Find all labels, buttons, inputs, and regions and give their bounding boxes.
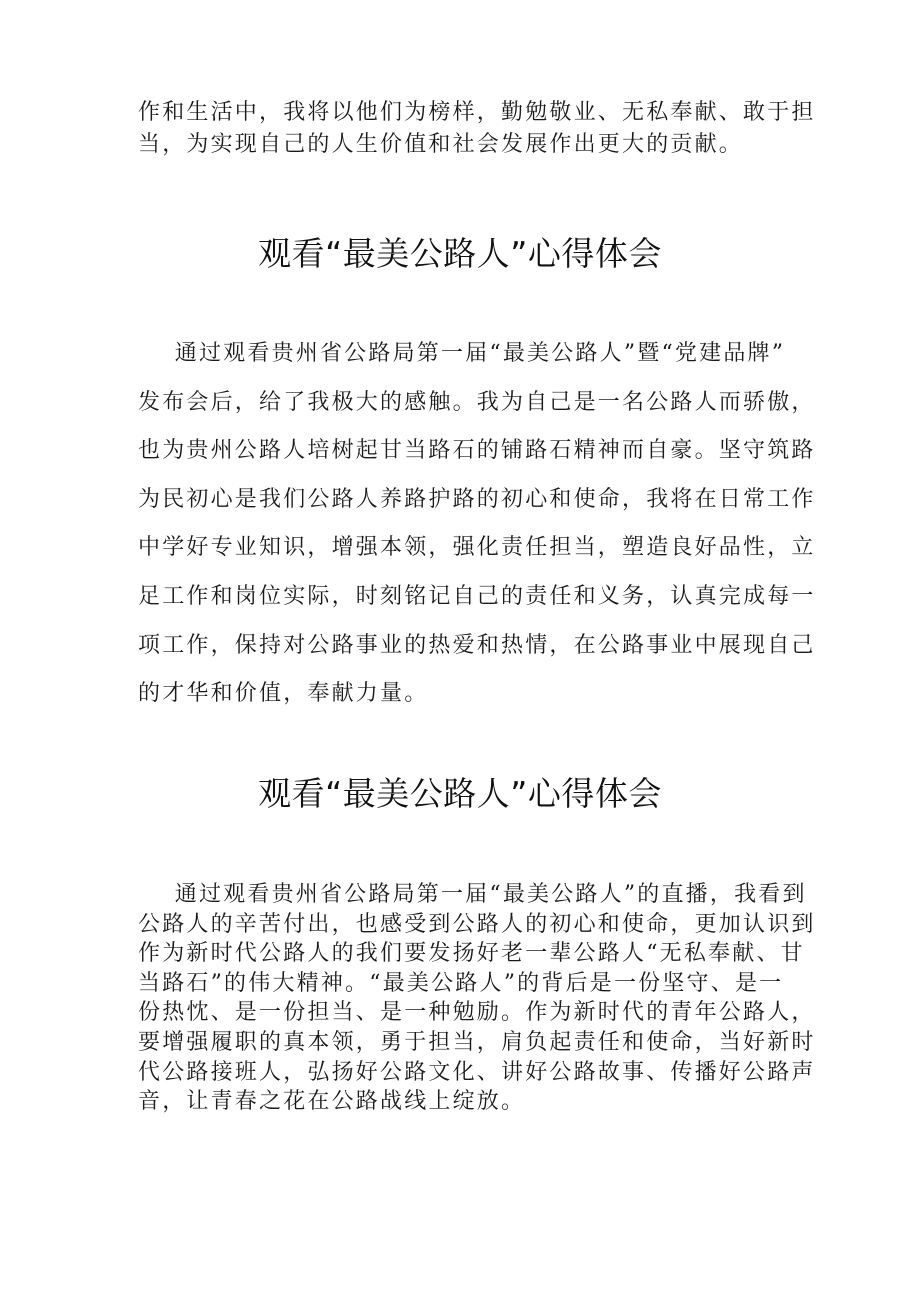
paragraph-line: 当路石”的伟大精神。“最美公路人”的背后是一份坚守、是一 <box>138 970 784 996</box>
paragraph-line: 当，为实现自己的人生价值和社会发展作出更大的贡献。 <box>138 132 744 157</box>
paragraph-line: 通过观看贵州省公路局第一届“最美公路人”暨“党建品牌” <box>138 341 786 366</box>
paragraph-line: 要增强履职的真本领，勇于担当，肩负起责任和使命，当好新时 <box>138 1029 816 1055</box>
paragraph-line: 项工作，保持对公路事业的热爱和热情，在公路事业中展现自己 <box>138 632 816 658</box>
intro-paragraph <box>138 97 816 161</box>
paragraph-line: 份热忱、是一份担当、是一种勉励。作为新时代的青年公路人， <box>138 1000 816 1026</box>
paragraph-line: 足工作和岗位实际，时刻铭记自己的责任和义务，认真完成每一 <box>138 583 816 609</box>
paragraph-line: 作和生活中，我将以他们为榜样，勤勉敬业、无私奉献、敢于担 <box>138 100 816 125</box>
paragraph-line: 代公路接班人，弘扬好公路文化、讲好公路故事、传播好公路声 <box>138 1059 816 1085</box>
paragraph-line: 也为贵州公路人培树起甘当路石的铺路石精神而自豪。坚守筑路 <box>138 438 816 464</box>
section-2-title: 观看“最美公路人”心得体会 <box>258 774 662 813</box>
section-1-title: 观看“最美公路人”心得体会 <box>258 234 662 273</box>
paragraph-line: 公路人的辛苦付出，也感受到公路人的初心和使命，更加认识到 <box>138 911 816 937</box>
section-2-paragraph <box>138 880 816 1117</box>
section-1-paragraph <box>138 330 816 719</box>
paragraph-line: 为民初心是我们公路人养路护路的初心和使命，我将在日常工作 <box>138 486 816 512</box>
paragraph-line: 音，让青春之花在公路战线上绽放。 <box>138 1089 526 1115</box>
paragraph-line: 通过观看贵州省公路局第一届“最美公路人”的直播，我看到 <box>138 882 807 907</box>
paragraph-line: 发布会后，给了我极大的感触。我为自己是一名公路人而骄傲， <box>138 389 816 415</box>
paragraph-line: 的才华和价值，奉献力量。 <box>138 681 429 707</box>
paragraph-line: 作为新时代公路人的我们要发扬好老一辈公路人“无私奉献、甘 <box>138 941 805 967</box>
paragraph-line: 中学好专业知识，增强本领，强化责任担当，塑造良好品性，立 <box>138 535 816 561</box>
